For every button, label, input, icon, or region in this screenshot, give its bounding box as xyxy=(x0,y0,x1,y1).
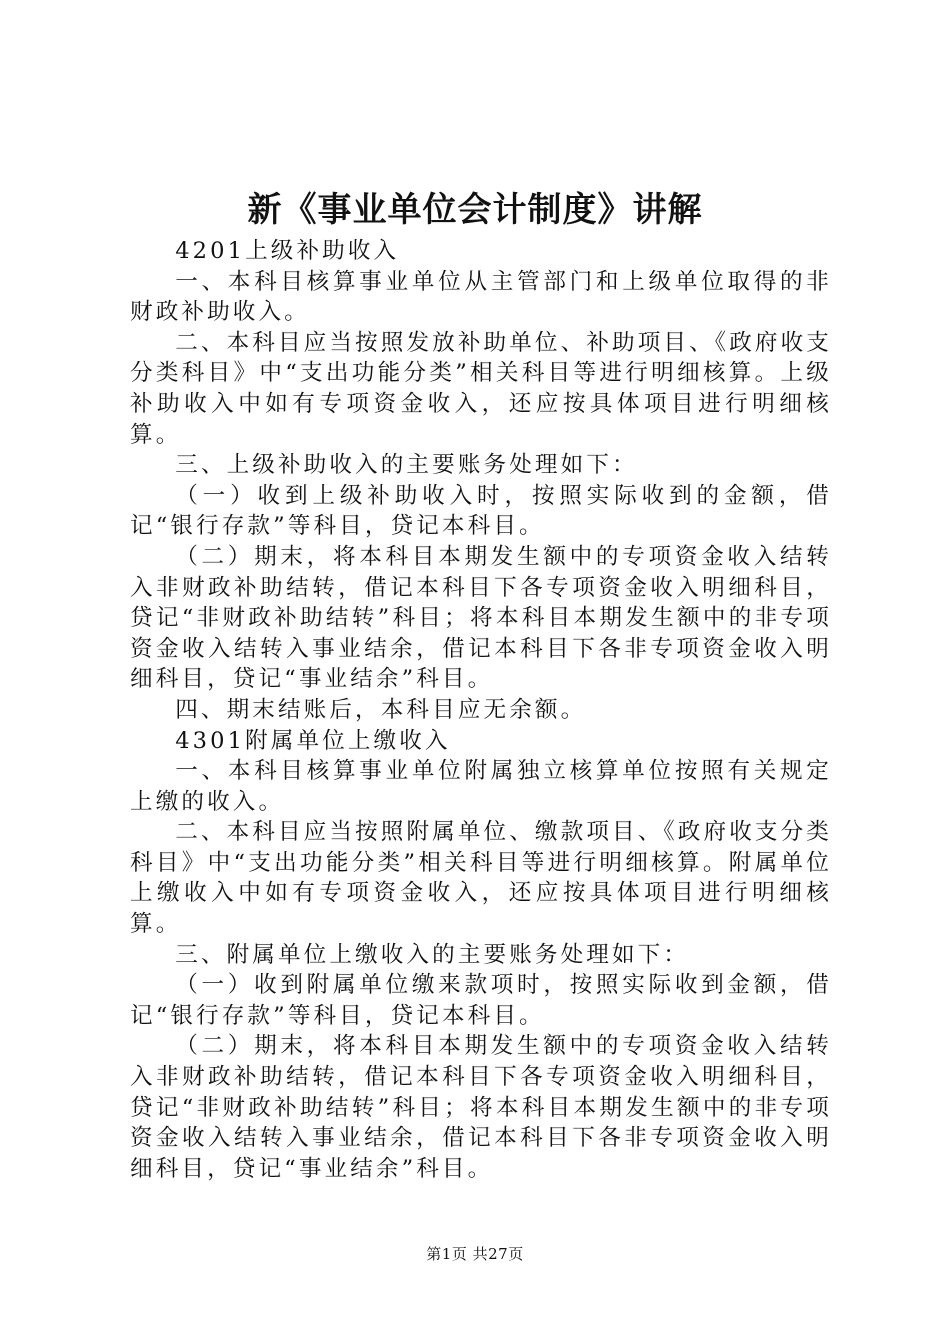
section-heading-4201: 4201上级补助收入 xyxy=(175,238,400,264)
paragraph: （一）收到上级补助收入时，按照实际收到的金额，借记“银行存款”等科目，贷记本科目。 xyxy=(130,482,832,540)
page-footer: 第1页 共27页 xyxy=(426,1245,524,1263)
paragraph: 二、本科目应当按照发放补助单位、补助项目、《政府收支分类科目》中“支出功能分类”相关科目等进行明细核算。上级补助收入中如有专项资金收入，还应按具体项目进行明细核算。 xyxy=(130,329,832,448)
document-body xyxy=(130,236,832,1184)
document-title: 新《事业单位会计制度》讲解 xyxy=(247,190,703,230)
paragraph: 一、本科目核算事业单位从主管部门和上级单位取得的非财政补助收入。 xyxy=(130,268,832,326)
paragraph: 三、上级补助收入的主要账务处理如下： xyxy=(175,452,638,479)
paragraph: （一）收到附属单位缴来款项时，按照实际收到金额，借记“银行存款”等科目，贷记本科目。 xyxy=(130,972,832,1029)
paragraph: 一、本科目核算事业单位附属独立核算单位按照有关规定上缴的收入。 xyxy=(130,758,832,815)
paragraph: （二）期末，将本科目本期发生额中的专项资金收入结转入非财政补助结转，借记本科目下各专项资金收入明细科目，贷记“非财政补助结转”科目；将本科目本期发生额中的非专项资金收入结转入事业结余，借记本科目下各非专项资金收入明细科目，贷记“事业结余”科目。 xyxy=(130,1033,832,1182)
paragraph: 二、本科目应当按照附属单位、缴款项目、《政府收支分类科目》中“支出功能分类”相关科目等进行明细核算。附属单位上缴收入中如有专项资金收入，还应按具体项目进行明细核算。 xyxy=(130,819,832,938)
section-heading-4301: 4301附属单位上缴收入 xyxy=(175,727,451,754)
paragraph: （二）期末，将本科目本期发生额中的专项资金收入结转入非财政补助结转，借记本科目下各专项资金收入明细科目，贷记“非财政补助结转”科目；将本科目本期发生额中的非专项资金收入结转入事业结余，借记本科目下各非专项资金收入明细科目，贷记“事业结余”科目。 xyxy=(130,543,832,693)
paragraph: 四、期末结账后，本科目应无余额。 xyxy=(175,696,587,723)
paragraph: 三、附属单位上缴收入的主要账务处理如下： xyxy=(175,941,690,968)
